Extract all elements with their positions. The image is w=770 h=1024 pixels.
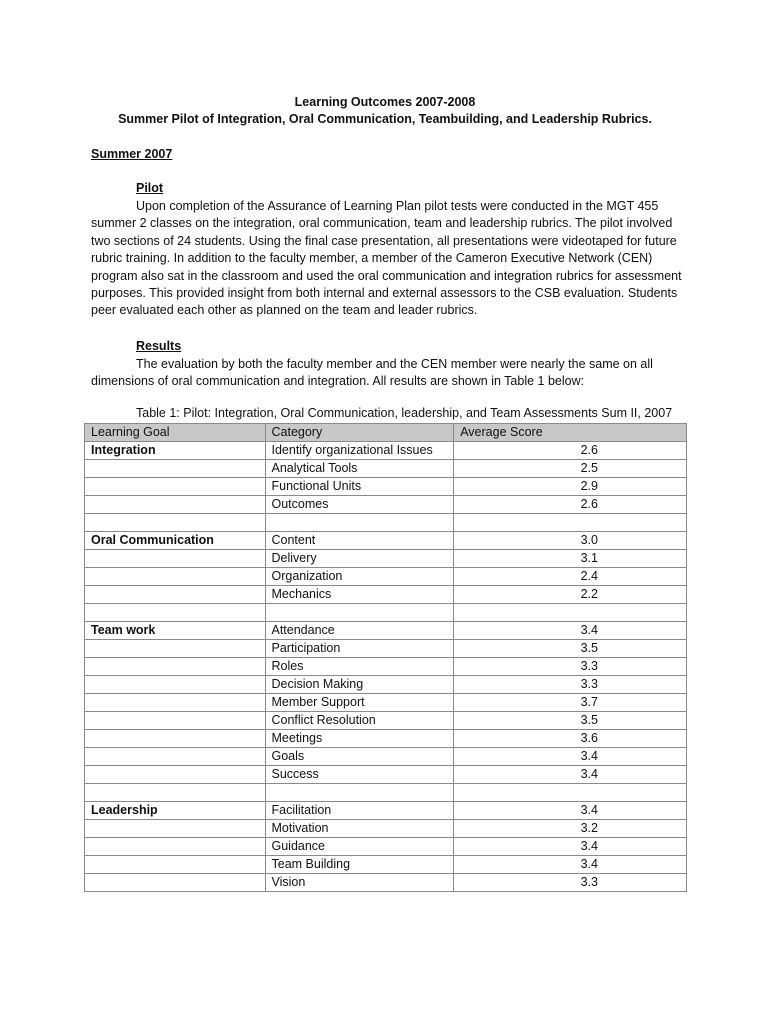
cell-category: Roles — [265, 658, 454, 676]
cell-category: Decision Making — [265, 676, 454, 694]
cell-category: Conflict Resolution — [265, 712, 454, 730]
cell-learning-goal — [85, 514, 266, 532]
table-caption: Table 1: Pilot: Integration, Oral Communication, leadership, and Team Assessments Sum II, 2007 — [136, 406, 673, 420]
cell-average-score: 3.7 — [454, 694, 687, 712]
cell-average-score — [454, 514, 687, 532]
cell-average-score: 3.4 — [454, 838, 687, 856]
cell-average-score: 3.4 — [454, 766, 687, 784]
cell-learning-goal — [85, 640, 266, 658]
cell-average-score: 2.9 — [454, 478, 687, 496]
cell-category: Organization — [265, 568, 454, 586]
cell-category: Participation — [265, 640, 454, 658]
cell-category: Outcomes — [265, 496, 454, 514]
table-row — [85, 748, 687, 766]
cell-learning-goal: Team work — [85, 622, 266, 640]
cell-learning-goal — [85, 676, 266, 694]
table-row — [85, 442, 687, 460]
cell-learning-goal: Leadership — [85, 802, 266, 820]
table-row — [85, 622, 687, 640]
cell-learning-goal — [85, 748, 266, 766]
table-row — [85, 586, 687, 604]
cell-category: Analytical Tools — [265, 460, 454, 478]
cell-learning-goal — [85, 694, 266, 712]
results-table — [84, 423, 687, 892]
table-row — [85, 604, 687, 622]
table-row — [85, 676, 687, 694]
table-row — [85, 658, 687, 676]
cell-average-score: 3.3 — [454, 874, 687, 892]
table-row — [85, 856, 687, 874]
cell-learning-goal — [85, 856, 266, 874]
cell-category: Content — [265, 532, 454, 550]
cell-category: Motivation — [265, 820, 454, 838]
cell-average-score — [454, 604, 687, 622]
table-row — [85, 550, 687, 568]
header-average-score: Average Score — [454, 424, 687, 442]
results-paragraph: The evaluation by both the faculty member and the CEN member were nearly the same on all dimensions of oral communication and integration. All results are shown in Table 1 below: — [91, 357, 653, 389]
table-row — [85, 640, 687, 658]
cell-learning-goal — [85, 478, 266, 496]
cell-category: Delivery — [265, 550, 454, 568]
results-heading: Results — [136, 339, 182, 353]
cell-category: Attendance — [265, 622, 454, 640]
cell-learning-goal: Oral Communication — [85, 532, 266, 550]
table-row — [85, 460, 687, 478]
cell-category — [265, 784, 454, 802]
cell-average-score: 2.4 — [454, 568, 687, 586]
cell-category: Goals — [265, 748, 454, 766]
cell-average-score: 2.2 — [454, 586, 687, 604]
cell-learning-goal: Integration — [85, 442, 266, 460]
table-row — [85, 820, 687, 838]
cell-learning-goal — [85, 496, 266, 514]
cell-learning-goal — [85, 604, 266, 622]
cell-category: Team Building — [265, 856, 454, 874]
results-table-body — [85, 424, 687, 892]
pilot-heading: Pilot — [136, 181, 164, 195]
cell-average-score: 3.1 — [454, 550, 687, 568]
table-row — [85, 784, 687, 802]
cell-learning-goal — [85, 838, 266, 856]
table-header-row — [85, 424, 687, 442]
cell-category: Meetings — [265, 730, 454, 748]
cell-category: Facilitation — [265, 802, 454, 820]
cell-learning-goal — [85, 784, 266, 802]
cell-category: Guidance — [265, 838, 454, 856]
table-row — [85, 712, 687, 730]
cell-learning-goal — [85, 586, 266, 604]
cell-learning-goal — [85, 460, 266, 478]
cell-category — [265, 514, 454, 532]
cell-average-score: 3.6 — [454, 730, 687, 748]
cell-average-score: 3.0 — [454, 532, 687, 550]
cell-average-score: 3.2 — [454, 820, 687, 838]
cell-learning-goal — [85, 820, 266, 838]
cell-average-score: 2.6 — [454, 442, 687, 460]
cell-average-score: 3.5 — [454, 640, 687, 658]
cell-category: Vision — [265, 874, 454, 892]
cell-average-score: 3.4 — [454, 748, 687, 766]
cell-category: Functional Units — [265, 478, 454, 496]
table-row — [85, 532, 687, 550]
table-row — [85, 874, 687, 892]
section-heading-summer: Summer 2007 — [91, 147, 173, 161]
table-row — [85, 730, 687, 748]
cell-learning-goal — [85, 712, 266, 730]
cell-average-score: 3.4 — [454, 856, 687, 874]
table-row — [85, 496, 687, 514]
cell-average-score: 3.5 — [454, 712, 687, 730]
cell-average-score: 3.4 — [454, 802, 687, 820]
pilot-paragraph: Upon completion of the Assurance of Learning Plan pilot tests were conducted in the MGT 455 summer 2 classes on the integration, oral communication, team and leadership rubrics. The pilot involved two sections of 24 students. Using the final case presentation, all presentations were videotaped for future rubric training. In addition to the faculty member, a member of the Cameron Executive Network (CEN) program also sat in the classroom and used the oral communication and integration rubrics for assessment purposes. This provided insight from both internal and external assessors to the CSB evaluation. Students peer evaluated each other as planned on the team and leader rubrics. — [91, 199, 682, 318]
cell-learning-goal — [85, 568, 266, 586]
cell-learning-goal — [85, 550, 266, 568]
table-row — [85, 514, 687, 532]
header-learning-goal: Learning Goal — [85, 424, 266, 442]
cell-category — [265, 604, 454, 622]
cell-category: Success — [265, 766, 454, 784]
cell-average-score: 3.4 — [454, 622, 687, 640]
cell-average-score: 2.6 — [454, 496, 687, 514]
document-subtitle: Summer Pilot of Integration, Oral Communication, Teambuilding, and Leadership Rubrics. — [118, 112, 652, 126]
cell-average-score: 3.3 — [454, 658, 687, 676]
table-row — [85, 766, 687, 784]
cell-learning-goal — [85, 730, 266, 748]
header-category: Category — [265, 424, 454, 442]
cell-learning-goal — [85, 766, 266, 784]
table-row — [85, 802, 687, 820]
table-row — [85, 478, 687, 496]
table-row — [85, 694, 687, 712]
cell-category: Identify organizational Issues — [265, 442, 454, 460]
cell-learning-goal — [85, 658, 266, 676]
cell-category: Member Support — [265, 694, 454, 712]
cell-average-score: 3.3 — [454, 676, 687, 694]
cell-category: Mechanics — [265, 586, 454, 604]
table-row — [85, 838, 687, 856]
cell-average-score: 2.5 — [454, 460, 687, 478]
cell-learning-goal — [85, 874, 266, 892]
document-title: Learning Outcomes 2007-2008 — [294, 95, 476, 109]
table-row — [85, 568, 687, 586]
cell-average-score — [454, 784, 687, 802]
